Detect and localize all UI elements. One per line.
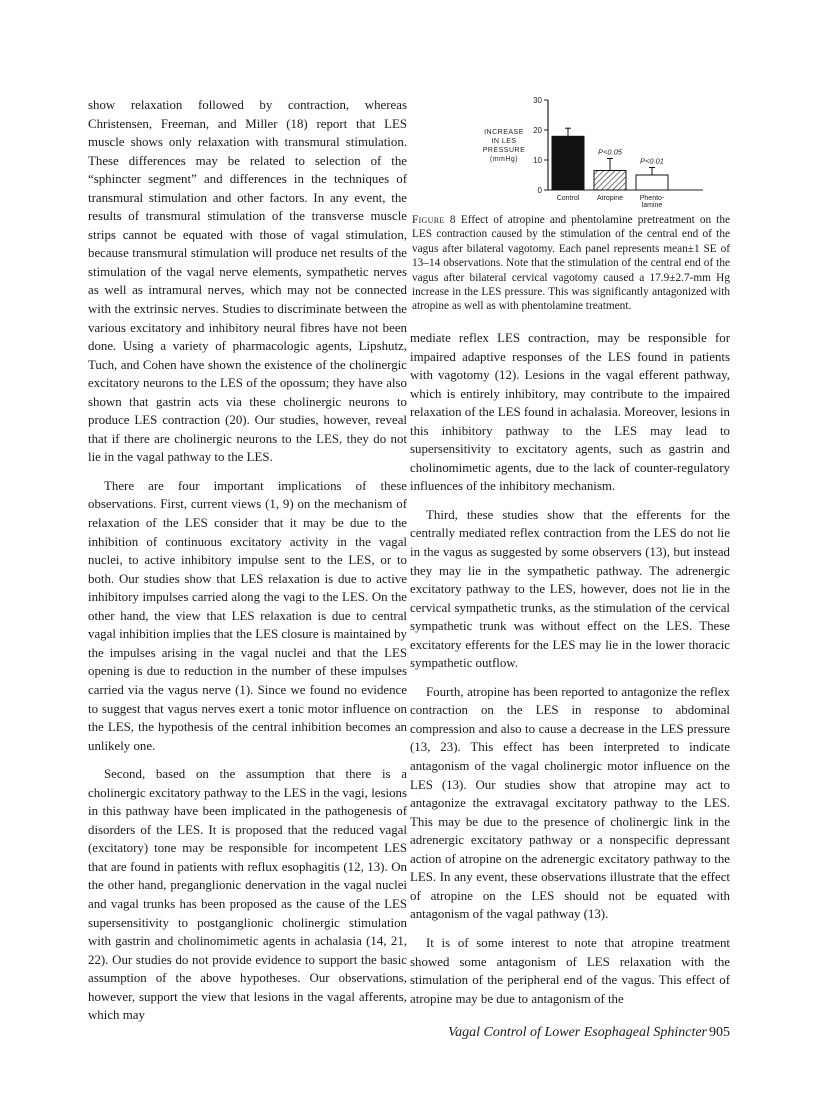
body-paragraph: There are four important implications of these observations. First, current views (1, 9) on the mechanism of relaxation of the LES consider that it may be due to the inhibition of continuous excitatory activity in the vagal nuclei, to active inhibitory impulse sent to the LES, or to both. Our studies show that LES relaxation is due to active inhibitory impulses carried along the vagi to the LES. On the other hand, the view that LES relaxation is due to central vagal inhibition implies that the LES closure is maintained by the impulses arising in the vagal nuclei and that the LES opening is due to reduction in the number of these impulses carried via the vagus nerve (1). Since we found no evidence to suggest that vagus nerves exert a tonic motor influence on the LES, the hypothesis of the central inhibition becomes an unlikely one. — [88, 478, 407, 753]
left-text-column — [88, 96, 407, 1035]
body-paragraph: Second, based on the assumption that there is a cholinergic excitatory pathway to the LES in the vagi, lesions in this pathway have been implicated in the pathogenesis of disorders of the LES. It is proposed that the reduced vagal (excitatory) tone may be responsible for incompetent LES that are found in patients with reflux esophagitis (12, 13). On the other hand, preganglionic denervation in the vagal nuclei and vagal trunks has been proposed as the cause of the LES supersensitivity to postganglionic cholinergic stimulation with gastrin and cholinomimetic agents in achalasia (14, 21, 22). Our studies do not provide evidence to support the basic assumption of the above hypotheses. Our observations, however, support the view that lesions in the vagal afferents, which may — [88, 767, 407, 1023]
running-title: Vagal Control of Lower Esophageal Sphincter — [448, 1025, 707, 1040]
body-paragraph: Fourth, atropine has been reported to antagonize the reflex contraction on the LES in response to abdominal compression and also to cause a decrease in the LES pressure (13, 23). This effect has been interpreted to indicate antagonism of the vagal cholinergic motor influence on the LES (13). Our studies show that atropine may act to antagonize the extravagal excitatory pathway to the LES. This may be due to the presence of cholinergic link in the adrenergic excitatory pathway or a nonspecific depressant action of atropine on the adrenergic excitatory pathway to the LES. In any event, these observations illustrate that the effect of atropine on the LES should not be equated with antagonism of the vagal pathway (13). — [410, 684, 730, 922]
p-value-annotation: P<0.01 — [640, 156, 664, 166]
y-tick-label: 10 — [533, 156, 542, 165]
right-text-column — [410, 329, 730, 1018]
category-label: Atropine — [596, 195, 624, 202]
y-tick-label: 30 — [533, 96, 542, 105]
body-paragraph: Third, these studies show that the efferents for the centrally mediated reflex contraction from the LES do not lie in the vagus as suggested by some observers (13), but instead they may lie in the sympathetic pathway. The adrenergic excitatory pathway to the LES, however, does not lie in the cervical sympathetic trunks, as the stimulation of the cervical sympathetic trunk was without effect on the LES. These excitatory efferents for the LES may lie in the lower thoracic sympathetic outflow. — [410, 507, 730, 671]
page-footer — [0, 1025, 816, 1049]
y-tick-label: 0 — [537, 186, 542, 195]
bar-1 — [552, 136, 584, 190]
body-paragraph: show relaxation followed by contraction, whereas Christensen, Freeman, and Miller (18) report that LES muscle shows only relaxation with transmural stimulation. These differences may be related to selection of the “sphincter segment” and differences in the techniques of transmural stimulation and other factors. In any event, the results of transmural stimulation of the transverse muscle strips cannot be equated with those of vagal stimulation, because transmural stimulation will produce net results of the stimulation of the vagal nerve elements, sympathetic nerves as well as intramural nerves, which may not be connected with the extrinsic nerves. Studies to discriminate between the various excitatory and inhibitory neural fibres have not been done. Using a variety of pharmacologic agents, Lipshutz, Tuch, and Cohen have shown the existence of the cholinergic excitatory neurons to the LES of the opossum; they have also shown that gastrin acts via these cholinergic neurons to produce LES contraction (20). Our studies, however, reveal that if there are cholinergic neurons to the LES, they do not lie in the vagal pathway to the LES. — [88, 98, 407, 465]
figure-caption — [412, 213, 730, 314]
bar-3 — [636, 175, 668, 190]
body-paragraph: mediate reflex LES contraction, may be responsible for impaired adaptive responses of the LES found in patients with vagotomy (12). Lesions in the vagal efferent pathway, which is entirely inhibitory, may contribute to the impaired relaxation of the LES found in achalasia. Moreover, lesions in this inhibitory pathway to the LES may lead to supersensitivity to excitatory agents, such as gastrin and cholinomimetic agents, due to the lack of counter-regulatory influences of the inhibitory mechanism. — [410, 331, 730, 494]
bar-2 — [594, 171, 626, 191]
category-label: Control — [556, 195, 580, 202]
y-axis-label: INCREASE IN LES PRESSURE (mmHg) — [482, 129, 526, 163]
figure-label: Figure 8 — [412, 214, 456, 226]
bar-chart — [418, 90, 738, 210]
page-number: 905 — [709, 1025, 730, 1040]
y-tick-label: 20 — [533, 126, 542, 135]
figure-caption-text: Effect of atropine and phentolamine pretreatment on the LES contraction caused by the stimulation of the central end of the vagus after bilateral vagotomy. Each panel represents mean±1 SE of 13–14 observations. Note that the stimulation of the central end of the vagus after bilateral cervical vagotomy caused a 17.9±2.7-mm Hg increase in the LES pressure. This was significantly antagonized with atropine as well as with phentolamine treatment. — [412, 214, 730, 313]
category-label: Phento-lamine — [639, 195, 665, 209]
body-paragraph: It is of some interest to note that atropine treatment showed some antagonism of LES relaxation with the stimulation of the peripheral end of the vagus. This effect of atropine may be due to antagonism of the — [410, 935, 730, 1006]
p-value-annotation: P<0.05 — [598, 147, 622, 157]
